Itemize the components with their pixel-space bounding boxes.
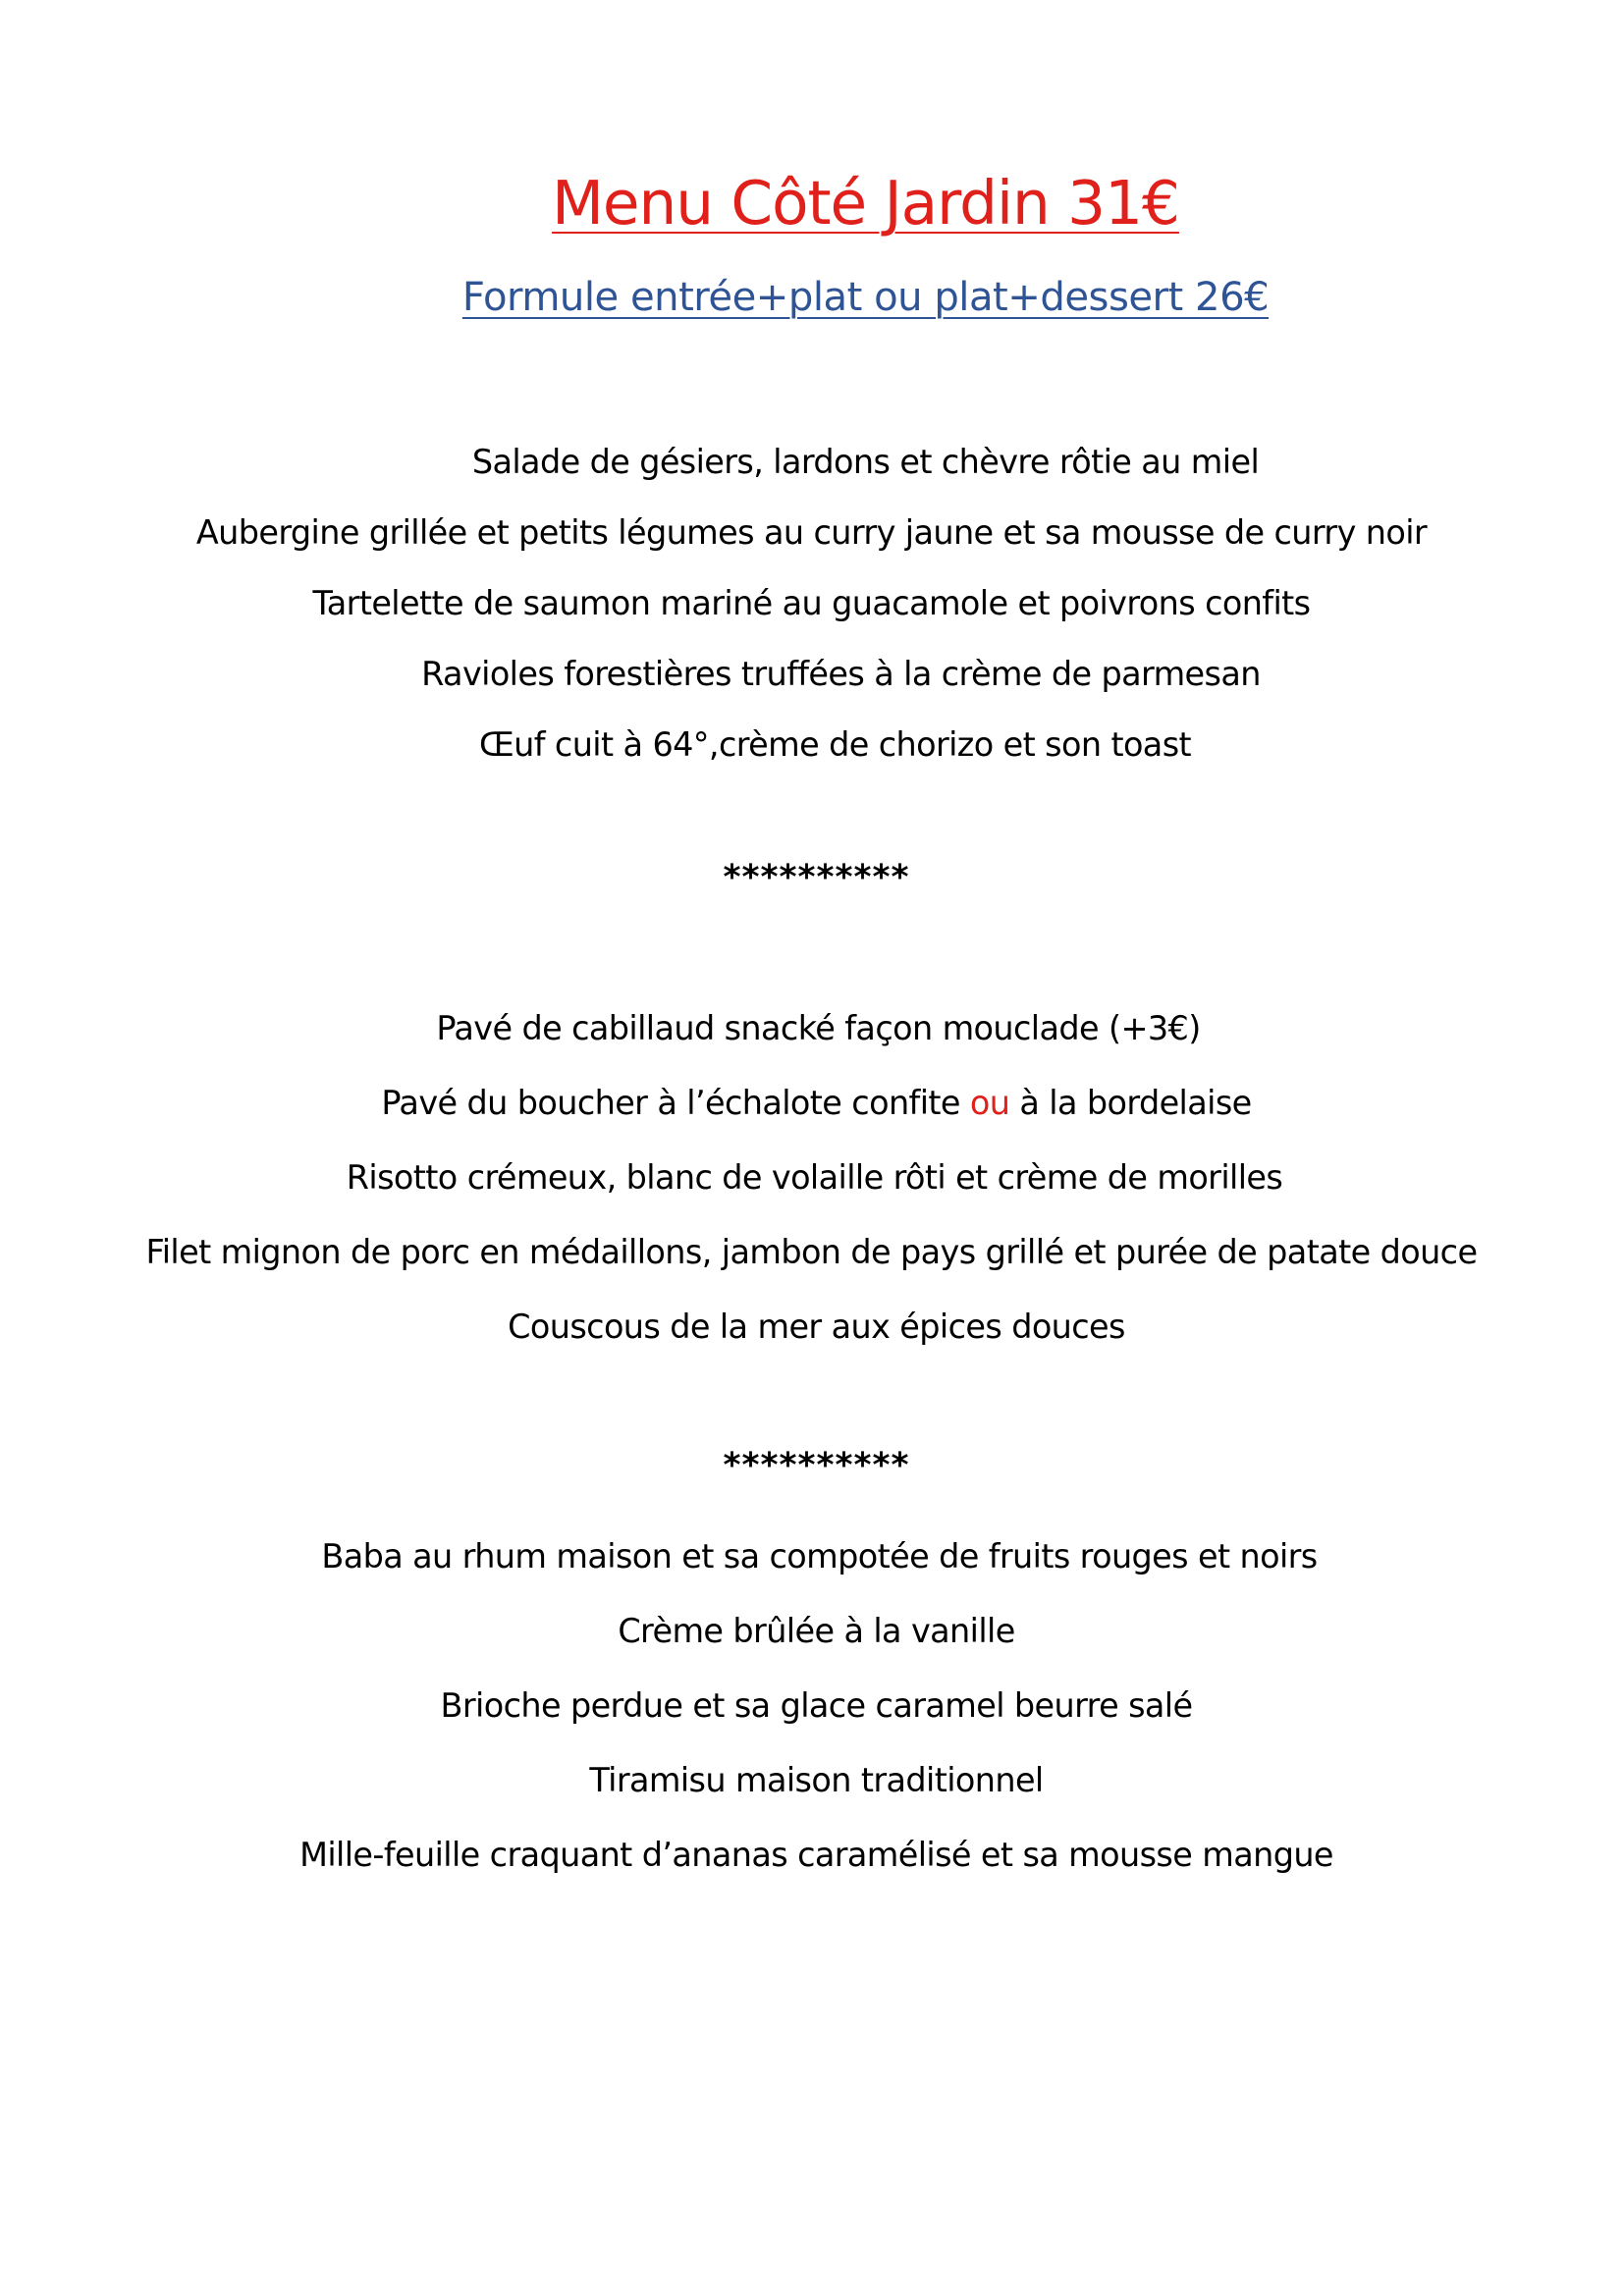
dessert-item: Crème brûlée à la vanille: [618, 1612, 1015, 1650]
choice-ou-word: ou: [969, 1084, 1010, 1122]
section-separator: **********: [723, 1446, 910, 1485]
entree-item: Œuf cuit à 64°,crème de chorizo et son toast: [478, 725, 1192, 764]
plat-item: Risotto crémeux, blanc de volaille rôti et crème de morilles: [346, 1158, 1283, 1197]
plat-item: Couscous de la mer aux épices douces: [508, 1308, 1125, 1346]
plat-item: Pavé de cabillaud snacké façon mouclade (+3€): [436, 1009, 1201, 1047]
plat-item-text: Pavé du boucher à l’échalote confite: [381, 1084, 970, 1122]
entree-item: Ravioles forestières truffées à la crème de parmesan: [421, 655, 1261, 693]
dessert-item: Tiramisu maison traditionnel: [589, 1761, 1044, 1799]
menu-title: Menu Côté Jardin 31€: [552, 169, 1179, 239]
dessert-item: Baba au rhum maison et sa compotée de fruits rouges et noirs: [321, 1537, 1318, 1575]
entree-item: Tartelette de saumon mariné au guacamole et poivrons confits: [312, 584, 1311, 622]
plat-item: [5, 1084, 1623, 1122]
plat-item: Filet mignon de porc en médaillons, jambon de pays grillé et purée de patate douce: [145, 1233, 1478, 1271]
dessert-item: Brioche perdue et sa glace caramel beurre salé: [440, 1686, 1193, 1725]
entree-item: Aubergine grillée et petits légumes au curry jaune et sa mousse de curry noir: [195, 513, 1428, 552]
plat-item-text: à la bordelaise: [1009, 1084, 1252, 1122]
dessert-item: Mille-feuille craquant d’ananas caramélisé et sa mousse mangue: [299, 1836, 1333, 1874]
section-separator: **********: [723, 858, 910, 897]
menu-subtitle: Formule entrée+plat ou plat+dessert 26€: [461, 275, 1270, 320]
entree-item: Salade de gésiers, lardons et chèvre rôtie au miel: [471, 443, 1260, 481]
